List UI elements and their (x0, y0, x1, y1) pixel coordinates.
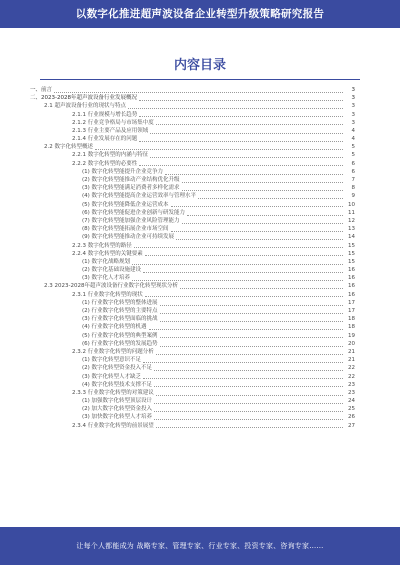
toc-entry-page: 3 (351, 111, 355, 118)
toc-entry[interactable] (30, 422, 355, 430)
toc-leader-dots (198, 198, 343, 199)
toc-leader-dots (139, 141, 343, 142)
toc-entry[interactable] (30, 307, 355, 315)
toc-entry-title: (3) 行业数字化转型面临的挑战 (82, 316, 158, 323)
toc-entry[interactable] (30, 348, 355, 356)
toc-entry-page: 18 (348, 316, 355, 323)
toc-entry-title: 2.2.4 数字化转型的关键要素 (72, 250, 143, 257)
toc-entry[interactable] (30, 266, 355, 274)
toc-leader-dots (150, 157, 343, 158)
toc-entry-page: 4 (351, 127, 355, 134)
toc-entry-title: (3) 加快数字化转型人才培养 (82, 414, 153, 421)
toc-entry-page: 22 (348, 365, 355, 372)
toc-entry[interactable] (30, 323, 355, 331)
toc-entry-title: 2.1.4 行业发展存在的问题 (72, 136, 138, 143)
toc-entry-title: (2) 数字化转型能推动产业结构优化升级 (82, 177, 180, 184)
toc-entry-page: 25 (348, 406, 355, 413)
toc-leader-dots (160, 305, 343, 306)
toc-entry[interactable] (30, 102, 355, 110)
toc-entry-title: 一、前言 (30, 86, 53, 93)
toc-entry-page: 19 (348, 332, 355, 339)
toc-entry[interactable] (30, 274, 355, 282)
toc-entry-page: 6 (351, 168, 355, 175)
toc-entry[interactable] (30, 356, 355, 364)
toc-entry[interactable] (30, 225, 355, 233)
toc-entry-page: 22 (348, 373, 355, 380)
toc-entry-page: 20 (348, 340, 355, 347)
toc-entry-title: 2.2 数字化转型概述 (44, 144, 93, 151)
toc-entry-page: 27 (348, 422, 355, 429)
toc-entry-title: (4) 行业数字化转型的机遇 (82, 324, 147, 331)
toc-entry-page: 5 (351, 144, 355, 151)
toc-leader-dots (139, 165, 343, 166)
toc-entry-title: 二、2023-2028年超声波设备行业发展概况 (30, 95, 137, 102)
toc-entry-title: (7) 数字化转型能加强企业风险管理能力 (82, 217, 180, 224)
toc-entry[interactable] (30, 233, 355, 241)
toc-entry[interactable] (30, 291, 355, 299)
toc-entry[interactable] (30, 168, 355, 176)
toc-leader-dots (160, 337, 343, 338)
toc-entry-title: 2.3.3 行业数字化转型的对策建议 (72, 389, 154, 396)
toc-leader-dots (132, 264, 343, 265)
toc-entry-title: (3) 数字化转型能满足消费者多样化需求 (82, 185, 180, 192)
toc-entry-title: 2.3.2 行业数字化转型的问题分析 (72, 348, 154, 355)
footer-slogan: 让每个人都能成为 战略专家、管理专家、行业专家、投资专家、咨询专家…… (76, 542, 324, 550)
toc-entry[interactable] (30, 201, 355, 209)
toc-entry-title: 2.2.3 数字化转型的路径 (72, 242, 132, 249)
toc-entry-title: 2.2.1 数字化转型的内涵与特征 (72, 152, 149, 159)
toc-entry[interactable] (30, 192, 355, 200)
toc-entry-page: 12 (348, 217, 355, 224)
toc-entry[interactable] (30, 143, 355, 151)
toc-entry-page: 23 (348, 389, 355, 396)
toc-entry-title: (2) 加大数字化转型资金投入 (82, 406, 153, 413)
toc-leader-dots (145, 255, 343, 256)
toc-entry-page: 16 (348, 275, 355, 282)
toc-entry[interactable] (30, 135, 355, 143)
toc-entry-page: 17 (348, 299, 355, 306)
toc-entry[interactable] (30, 184, 355, 192)
toc-leader-dots (180, 288, 343, 289)
toc-entry[interactable] (30, 111, 355, 119)
toc-entry-page: 16 (348, 267, 355, 274)
toc-entry-title: 2.2.2 数字化转型的必要性 (72, 160, 138, 167)
toc-entry-page: 3 (351, 86, 355, 93)
toc-leader-dots (182, 223, 343, 224)
toc-entry-page: 15 (348, 258, 355, 265)
toc-entry-title: (1) 加强数字化转型顶层设计 (82, 398, 153, 405)
toc-entry-title: (3) 数字化人才培养 (82, 275, 131, 282)
toc-entry-page: 10 (348, 201, 355, 208)
toc-title: 内容目录 (173, 58, 226, 73)
toc-leader-dots (143, 272, 343, 273)
toc-leader-dots (154, 411, 343, 412)
toc-leader-dots (132, 280, 343, 281)
toc-entry-page: 8 (351, 185, 355, 192)
toc-entry-page: 18 (348, 324, 355, 331)
toc-entry[interactable] (30, 176, 355, 184)
toc-leader-dots (182, 190, 343, 191)
toc-entry[interactable] (30, 414, 355, 422)
toc-leader-dots (160, 346, 343, 347)
toc-leader-dots (149, 329, 343, 330)
toc-leader-dots (128, 108, 343, 109)
table-of-contents (30, 86, 355, 430)
toc-leader-dots (187, 215, 343, 216)
toc-leader-dots (154, 370, 343, 371)
toc-entry-page: 9 (351, 193, 355, 200)
toc-entry-title: (6) 行业数字化转型的发展趋势 (82, 340, 158, 347)
toc-entry-title: (8) 数字化转型能拓展企业市场空间 (82, 226, 169, 233)
toc-entry-page: 17 (348, 308, 355, 315)
toc-leader-dots (154, 386, 343, 387)
toc-leader-dots (182, 182, 343, 183)
toc-entry-title: (1) 数字化转型能提升企业竞争力 (82, 168, 164, 175)
toc-entry-title: (6) 数字化转型能促进企业创新与研发能力 (82, 209, 186, 216)
toc-leader-dots (139, 116, 343, 117)
toc-entry-page: 15 (348, 242, 355, 249)
toc-entry-page: 26 (348, 414, 355, 421)
toc-leader-dots (165, 174, 343, 175)
toc-leader-dots (171, 206, 343, 207)
toc-entry[interactable] (30, 250, 355, 258)
toc-entry[interactable] (30, 389, 355, 397)
title-divider (40, 79, 360, 80)
toc-entry[interactable] (30, 397, 355, 405)
toc-entry-page: 4 (351, 136, 355, 143)
toc-entry-page: 5 (351, 152, 355, 159)
toc-leader-dots (95, 149, 343, 150)
toc-leader-dots (156, 124, 343, 125)
toc-entry-title: (5) 数字化转型能降低企业运营成本 (82, 201, 169, 208)
toc-entry-page: 21 (348, 348, 355, 355)
toc-entry-page: 14 (348, 234, 355, 241)
toc-entry-page: 16 (348, 291, 355, 298)
toc-entry-page: 21 (348, 357, 355, 364)
toc-entry-title: 2.3 2023-2028年超声波设备行业数字化转型现状分析 (44, 283, 178, 290)
toc-entry[interactable] (30, 258, 355, 266)
toc-entry-page: 11 (348, 209, 355, 216)
toc-entry-page: 3 (351, 119, 355, 126)
report-title: 以数字化推进超声波设备企业转型升级策略研究报告 (75, 8, 325, 20)
toc-leader-dots (134, 247, 343, 248)
toc-leader-dots (54, 92, 343, 93)
toc-leader-dots (176, 239, 343, 240)
toc-entry-title: (2) 数字化基础设施建设 (82, 267, 142, 274)
toc-entry[interactable] (30, 381, 355, 389)
toc-entry[interactable] (30, 94, 355, 102)
toc-entry[interactable] (30, 242, 355, 250)
toc-entry[interactable] (30, 315, 355, 323)
toc-entry-title: (3) 数字化转型人才缺乏 (82, 373, 142, 380)
toc-leader-dots (160, 313, 343, 314)
toc-entry[interactable] (30, 405, 355, 413)
toc-entry-title: (9) 数字化转型能推动企业可持续发展 (82, 234, 175, 241)
toc-entry-page: 16 (348, 283, 355, 290)
toc-entry[interactable] (30, 364, 355, 372)
toc-entry[interactable] (30, 332, 355, 340)
toc-leader-dots (171, 231, 343, 232)
toc-entry[interactable] (30, 160, 355, 168)
toc-entry-title: 2.3.1 行业数字化转型的现状 (72, 291, 143, 298)
toc-entry[interactable] (30, 217, 355, 225)
toc-leader-dots (150, 133, 343, 134)
toc-leader-dots (139, 100, 343, 101)
toc-leader-dots (145, 296, 343, 297)
toc-entry-title: 2.1.1 行业规模与增长趋势 (72, 111, 138, 118)
toc-leader-dots (156, 354, 343, 355)
toc-leader-dots (160, 321, 343, 322)
toc-entry[interactable] (30, 283, 355, 291)
toc-entry-title: (1) 行业数字化转型的整体进展 (82, 299, 158, 306)
toc-entry[interactable] (30, 299, 355, 307)
toc-leader-dots (156, 395, 343, 396)
toc-entry-title: (2) 行业数字化转型的主要特点 (82, 308, 158, 315)
toc-entry-page: 13 (348, 226, 355, 233)
toc-entry[interactable] (30, 340, 355, 348)
toc-entry-page: 6 (351, 160, 355, 167)
toc-entry-page: 23 (348, 381, 355, 388)
toc-leader-dots (143, 378, 343, 379)
toc-entry-title: (4) 数字化转型技术支撑不足 (82, 381, 153, 388)
toc-entry-title: (2) 数字化转型资金投入不足 (82, 365, 153, 372)
toc-entry-page: 7 (351, 177, 355, 184)
toc-entry-title: (1) 数字化转型意识不足 (82, 357, 142, 364)
toc-entry[interactable] (30, 127, 355, 135)
toc-entry-title: (4) 数字化转型能提高企业运营效率与管理水平 (82, 193, 197, 200)
toc-leader-dots (154, 403, 343, 404)
toc-entry-page: 15 (348, 250, 355, 257)
toc-entry-title: 2.3.4 行业数字化转型的前景展望 (72, 422, 154, 429)
toc-entry[interactable] (30, 152, 355, 160)
toc-entry-title: 2.1 超声波设备行业的现状与特点 (44, 103, 126, 110)
toc-entry[interactable] (30, 373, 355, 381)
toc-entry-title: (1) 数字化战略规划 (82, 258, 131, 265)
toc-entry[interactable] (30, 86, 355, 94)
toc-entry[interactable] (30, 209, 355, 217)
toc-entry-page: 3 (351, 95, 355, 102)
toc-entry-page: 24 (348, 398, 355, 405)
toc-entry-title: (5) 行业数字化转型的典型案例 (82, 332, 158, 339)
toc-leader-dots (154, 419, 343, 420)
toc-leader-dots (156, 427, 343, 428)
toc-leader-dots (143, 362, 343, 363)
toc-entry[interactable] (30, 119, 355, 127)
toc-entry-title: 2.1.2 行业竞争格局与市场集中度 (72, 119, 154, 126)
toc-entry-page: 3 (351, 103, 355, 110)
toc-entry-title: 2.1.3 行业主要产品及应用领域 (72, 127, 149, 134)
